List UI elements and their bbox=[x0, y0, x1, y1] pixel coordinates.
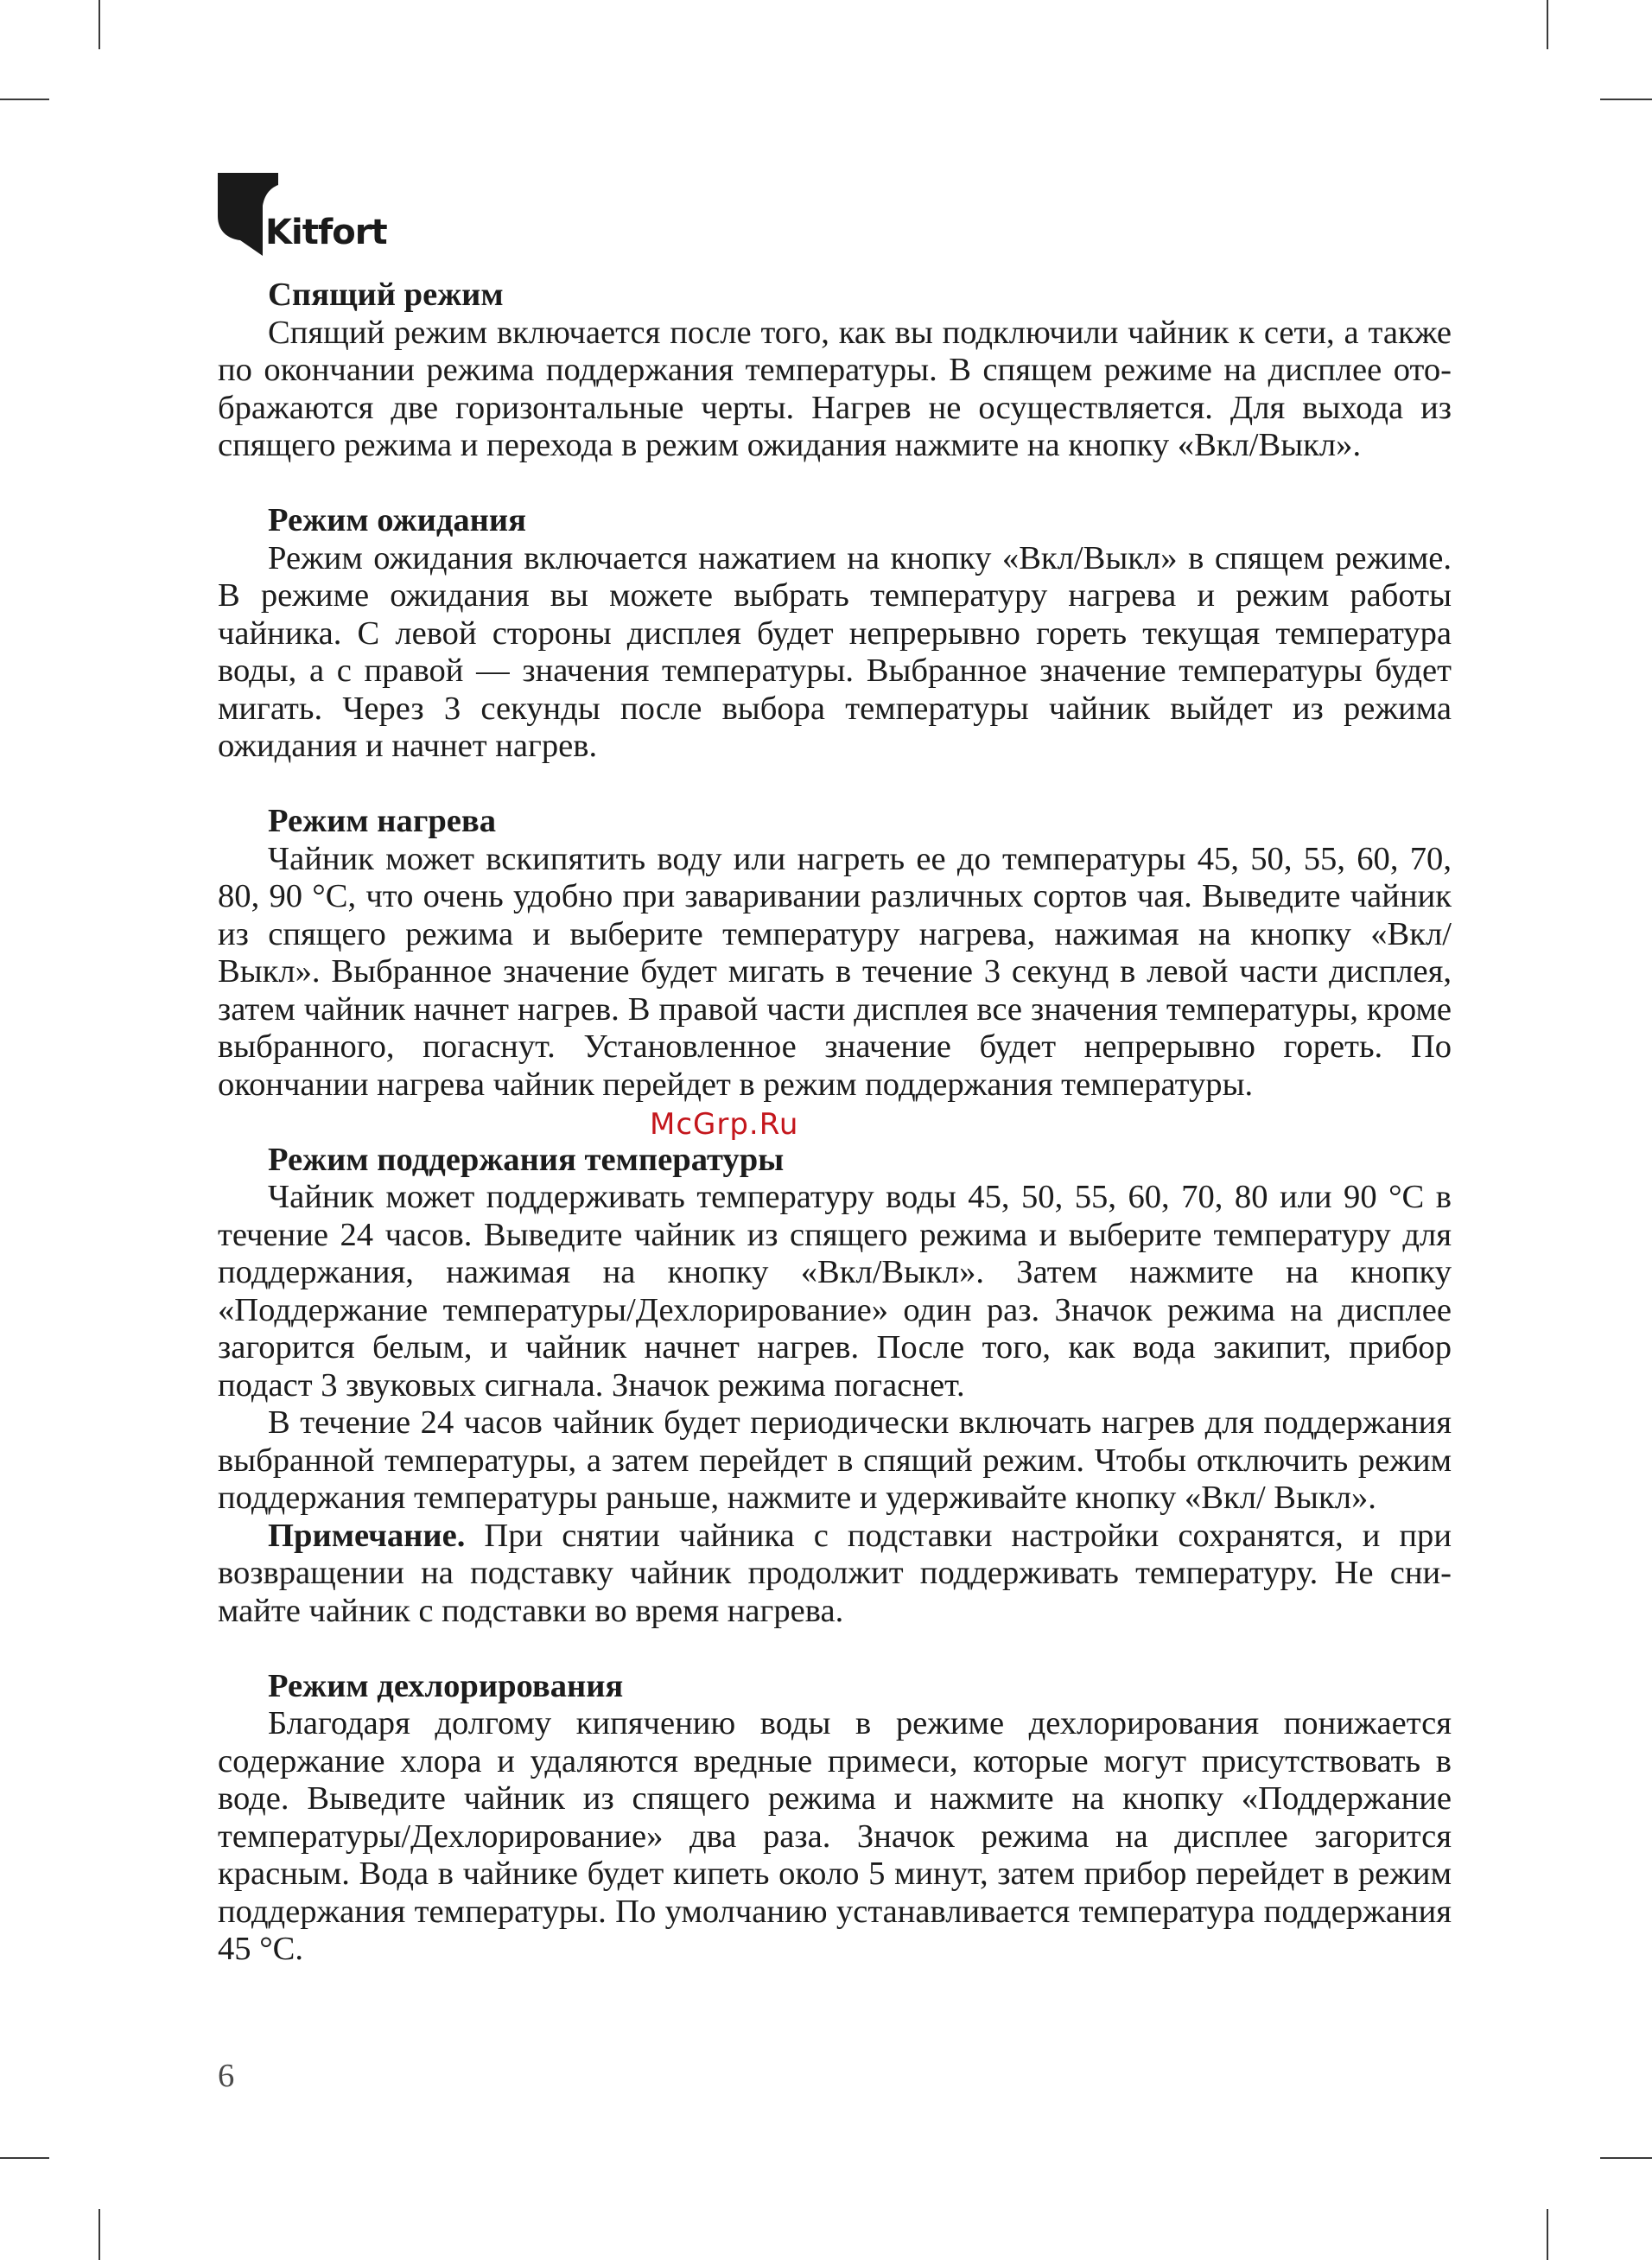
watermark: McGrp.Ru bbox=[650, 1107, 799, 1142]
section-heating-mode bbox=[218, 803, 1452, 1104]
paragraph: Режим ожидания включается нажатием на кнопку «Вкл/Выкл» в спящем режиме. В режиме ожидания вы можете выбрать температуру нагрева и режим работы чайника. С левой стороны дисплея будет непрерывно гореть текущая температура воды, а с правой — значения температуры. Выбранное значение температуры будет мигать. Через 3 секунды после выбора температуры чайник выйдет из режима ожидания и начнет нагрев. bbox=[218, 539, 1452, 764]
section-standby-mode bbox=[218, 502, 1452, 766]
kitfort-logo bbox=[218, 173, 387, 259]
crop-mark-top-left bbox=[98, 0, 100, 49]
crop-mark-bottom-left-horizontal bbox=[0, 2157, 49, 2159]
paragraph: Чайник может вскипятить воду или нагреть ее до температуры 45, 50, 55, 60, 70, 80, 90 °C, что очень удобно при заваривании различных сортов чая. Выведите чайник из спящего режима и выберите температуру нагрева, нажимая на кнопку «Вкл/ Выкл». Выбранное значение будет мигать в течение 3 секунд в левой части дисплея, затем чайник начнет нагрев. В правой части дисплея все значения температуры, кроме выбранного, погаснут. Установленное значение будет непрерывно гореть. По окончании нагрева чайник перейдет в режим поддержания температуры. bbox=[218, 840, 1452, 1103]
section-keep-warm-mode bbox=[218, 1142, 1452, 1631]
section-heading: Режим поддержания температуры bbox=[268, 1141, 785, 1178]
page-number: 6 bbox=[218, 2058, 235, 2094]
section-sleep-mode bbox=[218, 277, 1452, 465]
crop-mark-bottom-right-horizontal bbox=[1600, 2157, 1652, 2159]
paragraph: Благодаря долгому кипячению воды в режиме дехлорирования понижается содержание хлора и удаляются вредные примеси, которые могут присутствовать в воде. Выведите чайник из спящего режима и нажмите на кнопку «Поддержание температуры/Дехлорирование» два раза. Значок режима на дисплее загорится красным. Вода в чайнике будет кипеть около 5 минут, затем прибор перейдет в режим поддержания температуры. По умолчанию устанавливается температура поддержания 45 °C. bbox=[218, 1705, 1452, 1967]
section-heading: Режим нагрева bbox=[268, 803, 497, 839]
logo-brand-text: Kitfort bbox=[265, 213, 387, 252]
crop-mark-bottom-right bbox=[1547, 2209, 1548, 2260]
section-heading: Спящий режим bbox=[268, 277, 504, 313]
paragraph: В течение 24 часов чайник будет периодически включать нагрев для поддержания выбранной температуры, а затем перейдет в спящий режим. Чтобы отключить режим поддержания температуры раньше, нажмите и удерживайте кнопку «Вкл/ Выкл». bbox=[218, 1404, 1452, 1516]
note-paragraph bbox=[218, 1518, 1452, 1631]
paragraph: Чайник может поддерживать температуру воды 45, 50, 55, 60, 70, 80 или 90 °C в течение 24 часов. Выведите чайник из спящего режима и выберите температуру для поддержания, нажимая на кнопку «Вкл/Выкл». Затем нажмите на кнопку «Поддержание температуры/Дехлорирование» один раз. Значок режима на дисплее загорится белым, и чайник начнет нагрев. После того, как вода закипит, прибор подаст 3 звуковых сигнала. Значок режима погаснет. bbox=[218, 1179, 1452, 1404]
crop-mark-top-left-horizontal bbox=[0, 99, 49, 100]
section-heading: Режим ожидания bbox=[268, 502, 526, 538]
note-label: Примечание. bbox=[268, 1517, 466, 1554]
section-dechlorination-mode bbox=[218, 1668, 1452, 1969]
note-text: При снятии чайника с подставки настройки сохранятся, и при возвращении на подставку чайник продолжит поддерживать температуру. Не снимайте чайник с подставки во время нагрева. bbox=[218, 1517, 1452, 1629]
crop-mark-bottom-left bbox=[98, 2209, 100, 2260]
crop-mark-top-right bbox=[1547, 0, 1548, 49]
crop-mark-top-right-horizontal bbox=[1600, 99, 1652, 100]
section-heading: Режим дехлорирования bbox=[268, 1667, 624, 1704]
paragraph: Спящий режим включается после того, как вы подключили чайник к сети, а также по окончании режима поддержания температуры. В спящем режиме на дисплее отображаются две горизонтальные черты. Нагрев не осуществляется. Для выхода из спящего режима и перехода в режим ожидания нажмите на кнопку «Вкл/Выкл». bbox=[218, 314, 1452, 463]
document-body bbox=[218, 277, 1452, 1969]
